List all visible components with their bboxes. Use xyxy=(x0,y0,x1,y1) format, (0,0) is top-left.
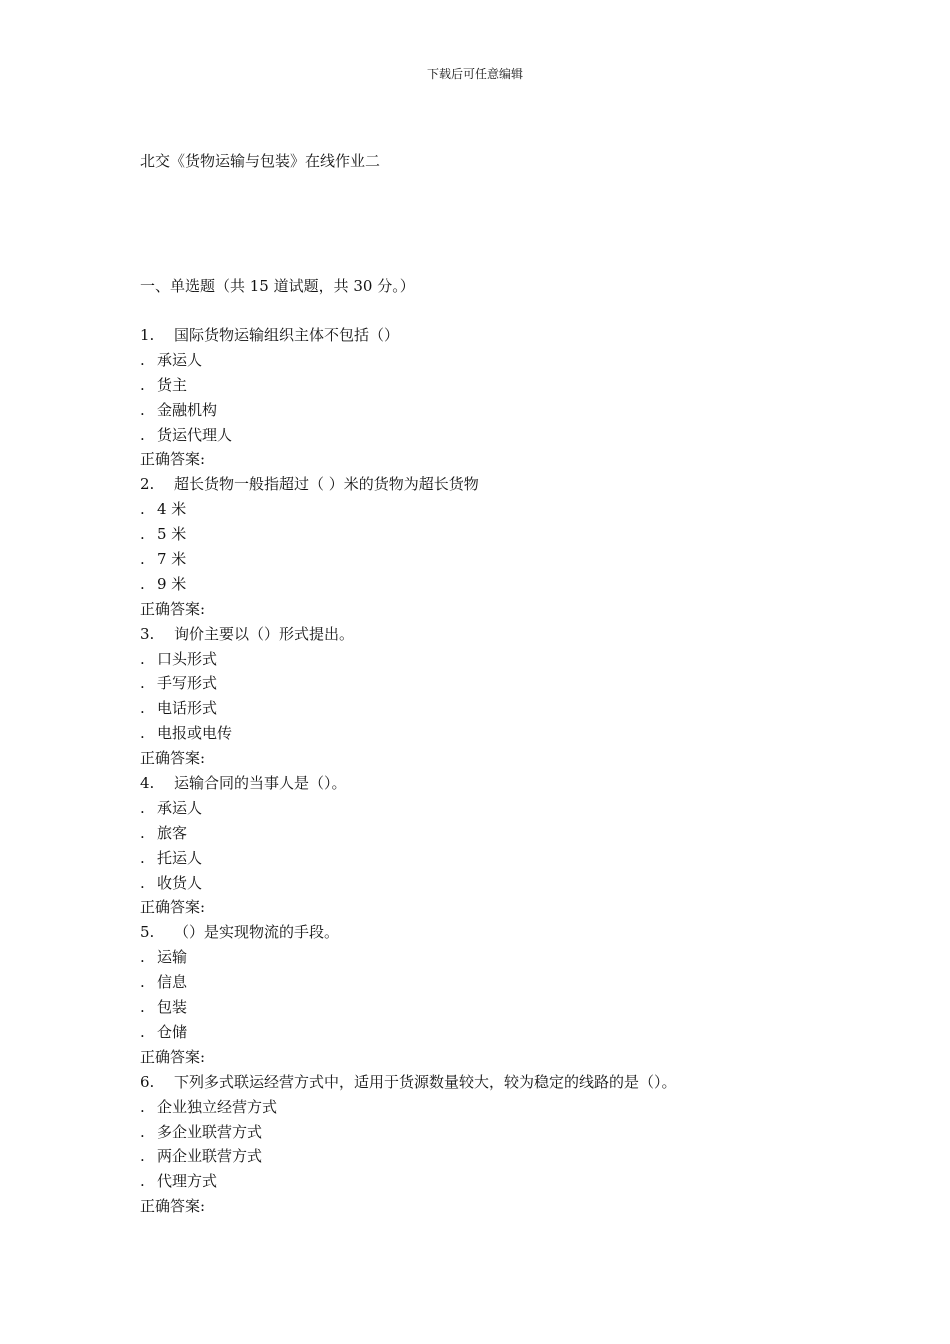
option-b xyxy=(140,1120,920,1145)
section-title: 一、单选题（共 15 道试题，共 30 分。） xyxy=(140,277,415,295)
option-marker: . xyxy=(140,400,145,419)
question-stem xyxy=(140,323,920,348)
option-marker: . xyxy=(140,649,145,668)
option-text: 收货人 xyxy=(157,873,203,892)
option-a xyxy=(140,796,920,821)
option-marker: . xyxy=(140,848,145,867)
question-text: 下列多式联运经营方式中，适用于货源数量较大，较为稳定的线路的是（）。 xyxy=(174,1072,677,1091)
question-number: 5. xyxy=(140,923,155,942)
page-header-note: 下载后可任意编辑 xyxy=(426,67,523,81)
option-marker: . xyxy=(140,798,145,817)
answer-label: 正确答案: xyxy=(140,749,206,768)
option-text: 货运代理人 xyxy=(157,425,233,444)
option-a xyxy=(140,1095,920,1120)
question-3 xyxy=(140,622,920,771)
option-a xyxy=(140,497,920,522)
option-text: 承运人 xyxy=(157,350,203,369)
question-stem xyxy=(140,472,920,497)
option-marker: . xyxy=(140,724,145,743)
option-text: 电话形式 xyxy=(157,699,218,718)
option-d xyxy=(140,871,920,896)
option-text: 金融机构 xyxy=(157,400,218,419)
question-number: 6. xyxy=(140,1072,155,1091)
option-c xyxy=(140,696,920,721)
question-text: （）是实现物流的手段。 xyxy=(174,923,340,942)
option-marker: . xyxy=(140,1097,145,1116)
question-6 xyxy=(140,1070,920,1219)
option-marker: . xyxy=(140,998,145,1017)
option-text: 口头形式 xyxy=(157,649,218,668)
option-text: 多企业联营方式 xyxy=(157,1122,263,1141)
question-4 xyxy=(140,771,920,920)
option-text: 4 米 xyxy=(157,500,187,519)
option-c xyxy=(140,398,920,423)
option-marker: . xyxy=(140,1122,145,1141)
document-title: 北交《货物运输与包装》在线作业二 xyxy=(140,152,381,170)
question-5 xyxy=(140,920,920,1069)
question-number: 4. xyxy=(140,774,155,793)
option-a xyxy=(140,348,920,373)
question-number: 1. xyxy=(140,326,155,344)
option-text: 托运人 xyxy=(157,848,203,867)
option-d xyxy=(140,1169,920,1194)
question-text: 国际货物运输组织主体不包括（） xyxy=(174,326,400,344)
option-c xyxy=(140,846,920,871)
question-stem xyxy=(140,622,920,647)
answer-label: 正确答案: xyxy=(140,599,206,618)
option-text: 两企业联营方式 xyxy=(157,1147,263,1166)
option-b xyxy=(140,970,920,995)
question-stem xyxy=(140,1070,920,1095)
option-a xyxy=(140,945,920,970)
option-text: 电报或电传 xyxy=(157,724,233,743)
question-list xyxy=(140,323,920,1219)
option-text: 旅客 xyxy=(157,823,188,842)
option-c xyxy=(140,995,920,1020)
option-marker: . xyxy=(140,525,145,544)
question-text: 运输合同的当事人是（）。 xyxy=(174,774,347,793)
option-text: 5 米 xyxy=(157,525,187,544)
option-marker: . xyxy=(140,823,145,842)
question-2 xyxy=(140,472,920,621)
answer-label: 正确答案: xyxy=(140,1047,206,1066)
option-marker: . xyxy=(140,425,145,444)
option-marker: . xyxy=(140,375,145,394)
question-stem xyxy=(140,771,920,796)
option-b xyxy=(140,522,920,547)
option-marker: . xyxy=(140,1147,145,1166)
option-text: 9 米 xyxy=(157,574,187,593)
option-c xyxy=(140,1144,920,1169)
answer-label: 正确答案: xyxy=(140,450,206,469)
option-text: 7 米 xyxy=(157,550,187,569)
option-marker: . xyxy=(140,1022,145,1041)
question-number: 3. xyxy=(140,624,155,643)
answer-label: 正确答案: xyxy=(140,1197,206,1216)
option-b xyxy=(140,821,920,846)
option-a xyxy=(140,647,920,672)
option-marker: . xyxy=(140,350,145,369)
answer-label: 正确答案: xyxy=(140,898,206,917)
option-c xyxy=(140,547,920,572)
option-d xyxy=(140,572,920,597)
option-text: 仓储 xyxy=(157,1022,188,1041)
option-text: 企业独立经营方式 xyxy=(157,1097,278,1116)
option-text: 承运人 xyxy=(157,798,203,817)
option-b xyxy=(140,373,920,398)
option-marker: . xyxy=(140,574,145,593)
option-text: 货主 xyxy=(157,375,188,394)
option-text: 运输 xyxy=(157,948,188,967)
option-b xyxy=(140,671,920,696)
option-text: 代理方式 xyxy=(157,1172,218,1191)
option-marker: . xyxy=(140,699,145,718)
question-number: 2. xyxy=(140,475,155,494)
option-marker: . xyxy=(140,1172,145,1191)
option-marker: . xyxy=(140,973,145,992)
option-d xyxy=(140,423,920,448)
option-marker: . xyxy=(140,500,145,519)
question-text: 超长货物一般指超过（ ）米的货物为超长货物 xyxy=(174,475,479,494)
question-text: 询价主要以（）形式提出。 xyxy=(174,624,355,643)
option-marker: . xyxy=(140,873,145,892)
question-stem xyxy=(140,920,920,945)
question-1 xyxy=(140,323,920,472)
option-d xyxy=(140,1020,920,1045)
option-text: 包装 xyxy=(157,998,188,1017)
option-marker: . xyxy=(140,948,145,967)
option-d xyxy=(140,721,920,746)
option-marker: . xyxy=(140,550,145,569)
option-marker: . xyxy=(140,674,145,693)
option-text: 手写形式 xyxy=(157,674,218,693)
option-text: 信息 xyxy=(157,973,188,992)
